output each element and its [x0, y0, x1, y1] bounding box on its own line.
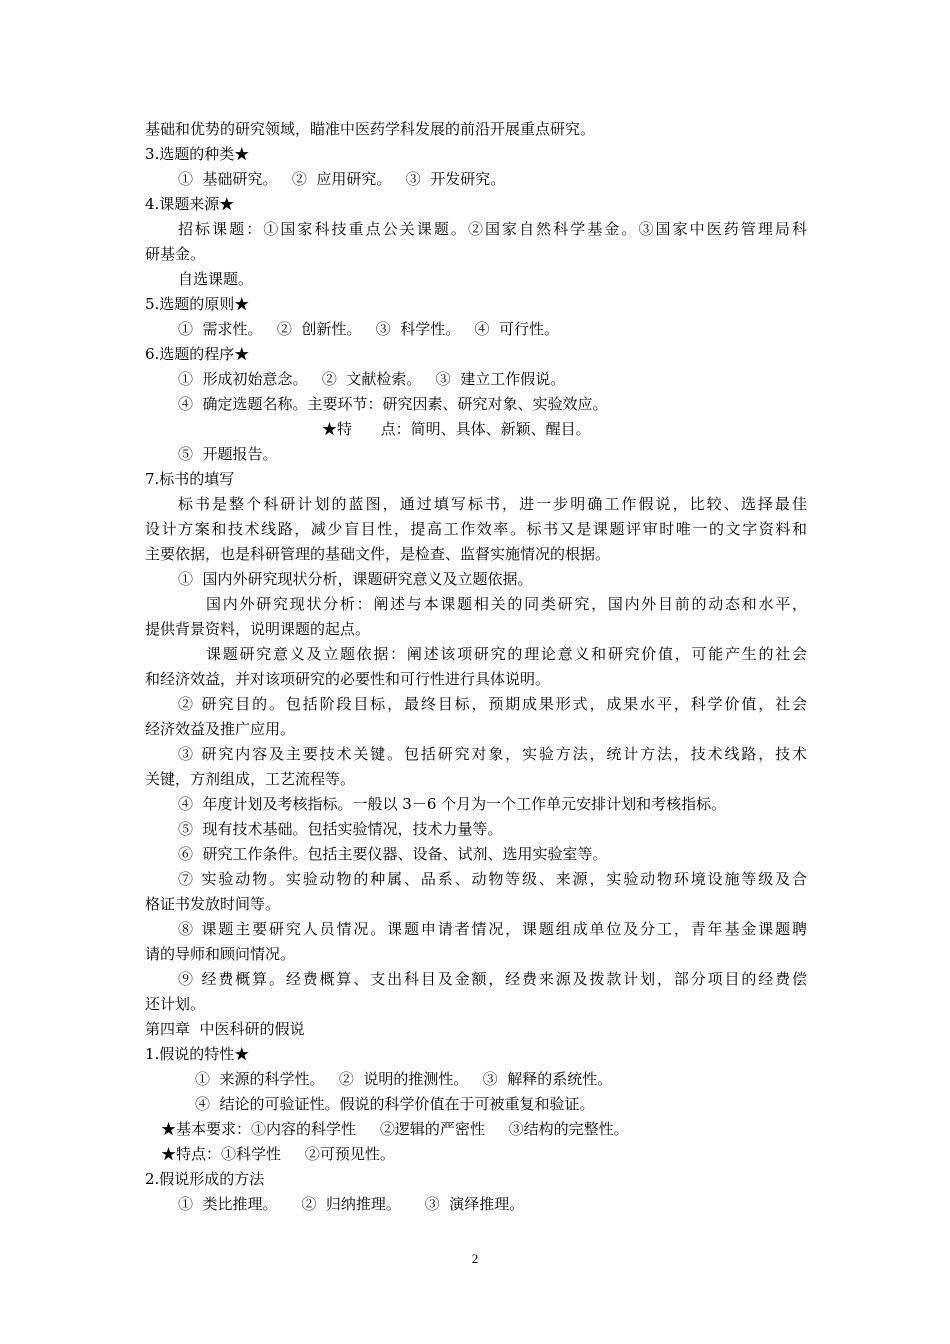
text-line: ④ 结论的可验证性。假说的科学价值在于可被重复和验证。	[195, 1095, 595, 1113]
text-line: ★特点：①科学性 ②可预见性。	[161, 1145, 395, 1163]
text-line: ① 来源的科学性。 ② 说明的推测性。 ③ 解释的系统性。	[195, 1070, 613, 1088]
text-line: ① 类比推理。 ② 归纳推理。 ③ 演绎推理。	[178, 1195, 525, 1213]
section-heading: 7.标书的填写	[145, 470, 235, 488]
section-heading: 3.选题的种类★	[145, 145, 250, 163]
text-line: ⑤ 开题报告。	[178, 445, 278, 463]
text-line: 和经济效益，并对该项研究的必要性和可行性进行具体说明。	[145, 670, 551, 688]
text-line: 招标课题：①国家科技重点公关课题。②国家自然科学基金。③国家中医药管理局科	[178, 220, 807, 238]
text-line: 研基金。	[145, 245, 206, 263]
text-line: ① 国内外研究现状分析，课题研究意义及立题依据。	[178, 570, 533, 588]
text-line: ③ 研究内容及主要技术关键。包括研究对象，实验方法，统计方法，技术线路，技术	[178, 745, 807, 763]
text-line: 主要依据，也是科研管理的基础文件，是检查、监督实施情况的根据。	[145, 545, 611, 563]
text-line: 关键，方剂组成，工艺流程等。	[145, 770, 356, 788]
text-line: 基础和优势的研究领域，瞄准中医药学科发展的前沿开展重点研究。	[145, 120, 596, 138]
page-number: 2	[471, 1251, 479, 1266]
text-line: 请的导师和顾问情况。	[145, 945, 296, 963]
text-line: 标书是整个科研计划的蓝图，通过填写标书，进一步明确工作假说，比较、选择最佳	[178, 495, 807, 513]
text-line: 还计划。	[145, 995, 206, 1013]
text-line: ⑨ 经费概算。经费概算、支出科目及金额，经费来源及拨款计划，部分项目的经费偿	[178, 970, 807, 988]
section-heading: 2.假说形成的方法	[145, 1170, 265, 1188]
text-line: ① 基础研究。 ② 应用研究。 ③ 开发研究。	[178, 170, 506, 188]
text-line: 国内外研究现状分析：阐述与本课题相关的同类研究，国内外目前的动态和水平，	[206, 595, 807, 613]
text-line: 自选课题。	[178, 270, 254, 288]
text-line: ★特 点：简明、具体、新颖、醒目。	[322, 420, 591, 438]
text-line: ④ 年度计划及考核指标。一般以 3－6 个月为一个工作单元安排计划和考核指标。	[178, 795, 727, 813]
text-line: 提供背景资料，说明课题的起点。	[145, 620, 371, 638]
section-heading: 4.课题来源★	[145, 195, 235, 213]
text-line: ⑤ 现有技术基础。包括实验情况，技术力量等。	[178, 820, 503, 838]
text-line: ① 需求性。 ② 创新性。 ③ 科学性。 ④ 可行性。	[178, 320, 560, 338]
text-line: ⑧ 课题主要研究人员情况。课题申请者情况，课题组成单位及分工，青年基金课题聘	[178, 920, 807, 938]
text-line: 格证书发放时间等。	[145, 895, 281, 913]
text-line: ⑦ 实验动物。实验动物的种属、品系、动物等级、来源，实验动物环境设施等级及合	[178, 870, 807, 888]
text-line: 课题研究意义及立题依据：阐述该项研究的理论意义和研究价值，可能产生的社会	[206, 645, 807, 663]
text-line: 经济效益及推广应用。	[145, 720, 296, 738]
text-line: 设计方案和技术线路，减少盲目性，提高工作效率。标书又是课题评审时唯一的文字资料和	[145, 520, 807, 538]
text-line: ④ 确定选题名称。主要环节：研究因素、研究对象、实验效应。	[178, 395, 608, 413]
text-line: ⑥ 研究工作条件。包括主要仪器、设备、试剂、选用实验室等。	[178, 845, 608, 863]
section-heading: 1.假说的特性★	[145, 1045, 250, 1063]
text-line: ① 形成初始意念。 ② 文献检索。 ③ 建立工作假说。	[178, 370, 566, 388]
section-heading: 5.选题的原则★	[145, 295, 250, 313]
chapter-heading: 第四章 中医科研的假说	[145, 1020, 305, 1038]
section-heading: 6.选题的程序★	[145, 345, 250, 363]
text-line: ★基本要求：①内容的科学性 ②逻辑的严密性 ③结构的完整性。	[161, 1120, 629, 1138]
text-line: ② 研究目的。包括阶段目标，最终目标，预期成果形式，成果水平，科学价值，社会	[178, 695, 807, 713]
